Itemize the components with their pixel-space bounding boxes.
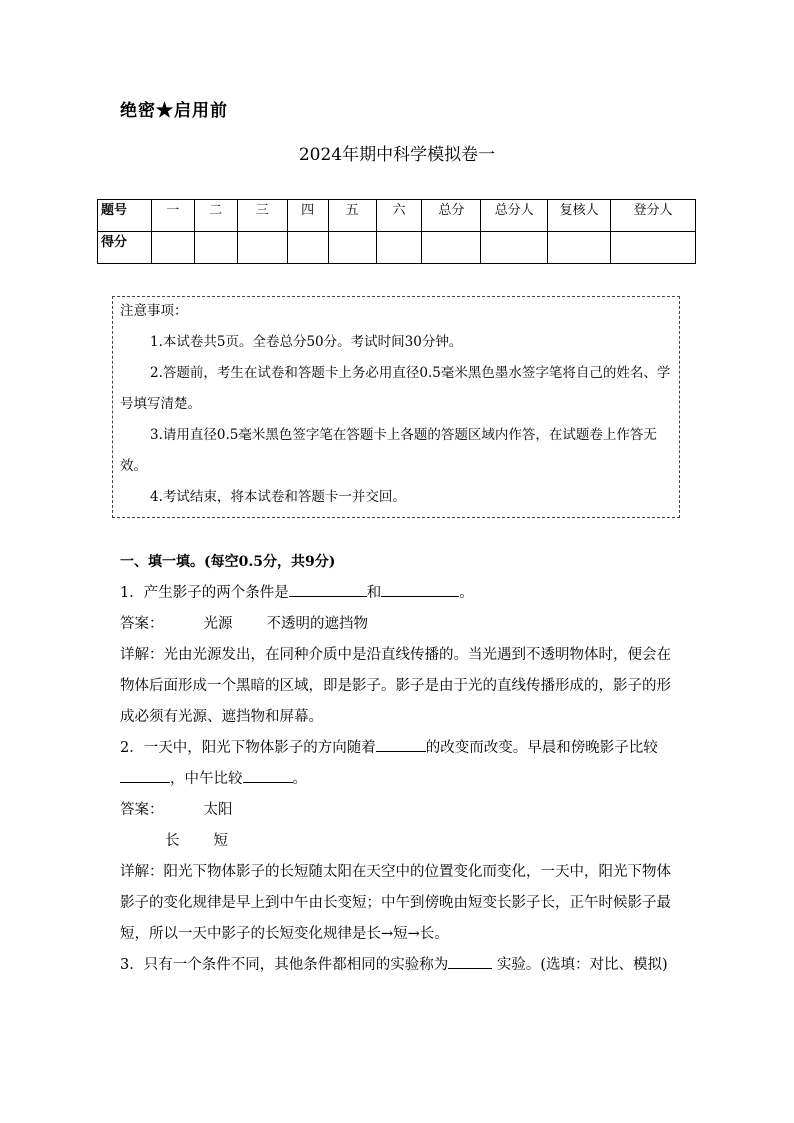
col-totaler: 总分人: [481, 200, 548, 232]
answer-label: 答案：: [120, 616, 164, 632]
question-2-answer-cont: [120, 826, 682, 857]
col-reviewer: 复核人: [548, 200, 611, 232]
notice-box: [112, 296, 680, 518]
score-table-header-row: [98, 200, 696, 232]
answer-text: 不透明的遮挡物: [266, 616, 368, 632]
score-cell: [194, 232, 237, 264]
question-text: 2．一天中，阳光下物体影子的方向随着: [120, 740, 376, 756]
notice-item: 2.答题前，考生在试卷和答题卡上务必用直径0.5毫米黑色墨水签字笔将自己的姓名、学号填写清楚。: [120, 365, 671, 412]
col-3: 三: [237, 200, 287, 232]
question-text: 的改变而改变。早晨和傍晚影子比较: [425, 740, 658, 756]
col-total: 总分: [422, 200, 481, 232]
score-cell: [481, 232, 548, 264]
question-text: ，中午比较: [170, 771, 243, 787]
notice-item: 1.本试卷共5页。全卷总分50分。考试时间30分钟。: [150, 334, 463, 350]
question-text: 和: [366, 585, 382, 601]
confidential-label: 绝密★启用前: [120, 101, 228, 121]
question-text: 实验。(选填：对比、模拟): [492, 957, 668, 973]
score-cell: [422, 232, 481, 264]
score-cell: [287, 232, 328, 264]
answer-blank: [448, 950, 492, 969]
section-heading: 一、填一填。(每空0.5分，共9分): [120, 554, 336, 570]
question-text: 。: [459, 585, 474, 601]
score-table-score-row: [98, 232, 696, 264]
col-4: 四: [287, 200, 328, 232]
question-2-stem: [120, 733, 682, 795]
question-text: 。: [292, 771, 307, 787]
question-1-stem: [120, 578, 682, 609]
notice-item: 3.请用直径0.5毫米黑色签字笔在答题卡上各题的答题区域内作答，在试题卷上作答无效。: [120, 427, 657, 474]
answer-blank: [289, 578, 367, 597]
score-cell: [328, 232, 376, 264]
question-2-detail: 详解：阳光下物体影子的长短随太阳在天空中的位置变化而变化，一天中，阳光下物体影子的变化规律是早上到中午由长变短；中午到傍晚由短变长影子长，正午时候影子最短，所以一天中影子的长短变化规律是长→短→长。: [120, 864, 671, 942]
question-2-answer: [120, 795, 682, 826]
notice-item: 4.考试结束，将本试卷和答题卡一并交回。: [150, 489, 406, 505]
answer-blank: [381, 578, 459, 597]
question-text: 3．只有一个条件不同，其他条件都相同的实验称为: [120, 957, 449, 973]
answer-text: 长: [165, 833, 180, 849]
answer-text: 短: [213, 833, 228, 849]
answer-text: 太阳: [203, 802, 233, 818]
question-text: 1．产生影子的两个条件是: [120, 585, 289, 601]
col-1: 一: [151, 200, 194, 232]
exam-title: 2024年期中科学模拟卷一: [298, 145, 496, 165]
notice-heading: 注意事项：: [120, 303, 188, 319]
answer-label: 答案：: [120, 802, 164, 818]
answer-text: 光源: [203, 616, 233, 632]
col-5: 五: [328, 200, 376, 232]
row-score-label: 得分: [98, 232, 152, 264]
score-cell: [611, 232, 696, 264]
question-1-detail: 详解：光由光源发出，在同种介质中是沿直线传播的。当光遇到不透明物体时，便会在物体后面形成一个黑暗的区域，即是影子。影子是由于光的直线传播形成的，影子的形成必须有光源、遮挡物和屏幕。: [120, 647, 671, 725]
answer-blank: [243, 764, 293, 783]
score-cell: [237, 232, 287, 264]
question-1-answer: [120, 609, 682, 640]
score-cell: [376, 232, 422, 264]
col-2: 二: [194, 200, 237, 232]
col-question-number: 题号: [98, 200, 152, 232]
col-recorder: 登分人: [611, 200, 696, 232]
section-1: [120, 547, 682, 981]
col-6: 六: [376, 200, 422, 232]
question-3-stem: [120, 950, 682, 981]
score-cell: [548, 232, 611, 264]
score-cell: [151, 232, 194, 264]
answer-blank: [120, 764, 170, 783]
answer-blank: [376, 733, 426, 752]
score-table: [97, 199, 696, 264]
